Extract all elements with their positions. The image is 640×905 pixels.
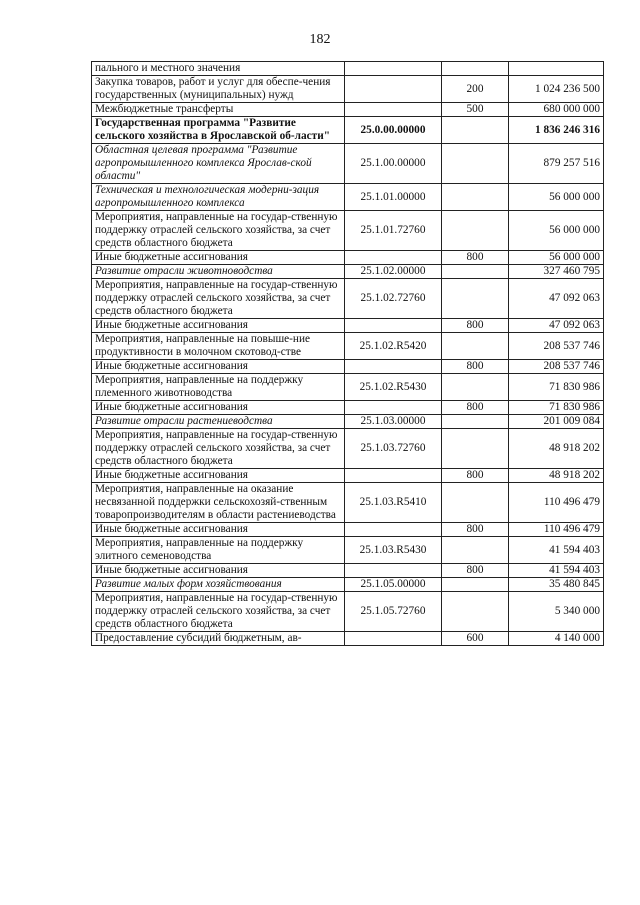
row-expense-type-cell: 500: [442, 103, 509, 117]
row-name-cell: Иные бюджетные ассигнования: [92, 523, 345, 537]
row-amount-cell: 47 092 063: [509, 279, 604, 319]
row-name-cell: Мероприятия, направленные на повыше-ние продуктивности в молочном скотовод-стве: [92, 333, 345, 360]
table-row: [92, 429, 604, 469]
row-code-cell: 25.1.03.72760: [345, 429, 442, 469]
row-code-cell: 25.1.01.00000: [345, 184, 442, 211]
row-expense-type-cell: 200: [442, 76, 509, 103]
table-row: [92, 415, 604, 429]
row-name-cell: Иные бюджетные ассигнования: [92, 360, 345, 374]
row-expense-type-cell: 800: [442, 523, 509, 537]
row-expense-type-cell: 600: [442, 632, 509, 646]
table-row: [92, 62, 604, 76]
row-expense-type-cell: 800: [442, 564, 509, 578]
row-name-cell: пального и местного значения: [92, 62, 345, 76]
table-row: [92, 184, 604, 211]
row-amount-cell: 879 257 516: [509, 144, 604, 184]
row-name-cell: Мероприятия, направленные на поддержку элитного семеноводства: [92, 537, 345, 564]
row-amount-cell: 201 009 084: [509, 415, 604, 429]
row-expense-type-cell: [442, 415, 509, 429]
row-expense-type-cell: [442, 211, 509, 251]
row-amount-cell: 208 537 746: [509, 333, 604, 360]
row-code-cell: [345, 360, 442, 374]
row-expense-type-cell: 800: [442, 360, 509, 374]
row-amount-cell: 110 496 479: [509, 483, 604, 523]
row-expense-type-cell: [442, 374, 509, 401]
row-name-cell: Мероприятия, направленные на государ-ственную поддержку отраслей сельского хозяйства, за счет средств областного бюджета: [92, 429, 345, 469]
table-row: [92, 265, 604, 279]
table-row: [92, 360, 604, 374]
table-row: [92, 632, 604, 646]
row-amount-cell: 48 918 202: [509, 429, 604, 469]
row-amount-cell: 1 024 236 500: [509, 76, 604, 103]
table-row: [92, 251, 604, 265]
row-expense-type-cell: [442, 333, 509, 360]
row-code-cell: 25.1.01.72760: [345, 211, 442, 251]
table-row: [92, 483, 604, 523]
row-expense-type-cell: 800: [442, 401, 509, 415]
table-row: [92, 103, 604, 117]
row-name-cell: Межбюджетные трансферты: [92, 103, 345, 117]
row-code-cell: [345, 523, 442, 537]
row-name-cell: Развитие отрасли животноводства: [92, 265, 345, 279]
row-amount-cell: 1 836 246 316: [509, 117, 604, 144]
row-name-cell: Мероприятия, направленные на поддержку племенного животноводства: [92, 374, 345, 401]
budget-table: [91, 61, 604, 646]
row-name-cell: Развитие малых форм хозяйствования: [92, 578, 345, 592]
row-code-cell: 25.0.00.00000: [345, 117, 442, 144]
row-name-cell: Иные бюджетные ассигнования: [92, 469, 345, 483]
row-amount-cell: 56 000 000: [509, 251, 604, 265]
row-amount-cell: 41 594 403: [509, 564, 604, 578]
row-name-cell: Мероприятия, направленные на оказание несвязанной поддержки сельскохозяй-ственным товаропроизводителям в области растениеводства: [92, 483, 345, 523]
row-amount-cell: 680 000 000: [509, 103, 604, 117]
table-row: [92, 144, 604, 184]
row-code-cell: 25.1.03.R5430: [345, 537, 442, 564]
budget-table-body: [92, 62, 604, 646]
row-expense-type-cell: [442, 279, 509, 319]
table-row: [92, 374, 604, 401]
table-row: [92, 76, 604, 103]
row-code-cell: [345, 76, 442, 103]
row-code-cell: [345, 103, 442, 117]
row-amount-cell: 35 480 845: [509, 578, 604, 592]
page-number: 182: [309, 32, 331, 47]
row-name-cell: Государственная программа "Развитие сельского хозяйства в Ярославской об-ласти": [92, 117, 345, 144]
row-expense-type-cell: [442, 578, 509, 592]
row-code-cell: 25.1.00.00000: [345, 144, 442, 184]
row-expense-type-cell: [442, 62, 509, 76]
row-expense-type-cell: [442, 144, 509, 184]
row-code-cell: 25.1.02.72760: [345, 279, 442, 319]
row-code-cell: 25.1.05.72760: [345, 592, 442, 632]
row-name-cell: Иные бюджетные ассигнования: [92, 319, 345, 333]
row-expense-type-cell: 800: [442, 469, 509, 483]
row-amount-cell: 5 340 000: [509, 592, 604, 632]
row-amount-cell: [509, 62, 604, 76]
table-row: [92, 469, 604, 483]
row-expense-type-cell: [442, 483, 509, 523]
row-amount-cell: 4 140 000: [509, 632, 604, 646]
row-code-cell: [345, 62, 442, 76]
row-name-cell: Мероприятия, направленные на государ-ственную поддержку отраслей сельского хозяйства, за счет средств областного бюджета: [92, 211, 345, 251]
row-amount-cell: 48 918 202: [509, 469, 604, 483]
table-row: [92, 211, 604, 251]
row-code-cell: 25.1.05.00000: [345, 578, 442, 592]
row-name-cell: Областная целевая программа "Развитие агропромышленного комплекса Ярослав-ской области": [92, 144, 345, 184]
row-expense-type-cell: [442, 265, 509, 279]
table-row: [92, 279, 604, 319]
row-amount-cell: 208 537 746: [509, 360, 604, 374]
table-row: [92, 564, 604, 578]
table-row: [92, 537, 604, 564]
table-row: [92, 319, 604, 333]
row-code-cell: [345, 632, 442, 646]
row-expense-type-cell: [442, 184, 509, 211]
table-row: [92, 117, 604, 144]
row-amount-cell: 71 830 986: [509, 401, 604, 415]
row-code-cell: 25.1.02.00000: [345, 265, 442, 279]
row-expense-type-cell: [442, 429, 509, 469]
row-name-cell: Мероприятия, направленные на государ-ственную поддержку отраслей сельского хозяйства, за счет средств областного бюджета: [92, 592, 345, 632]
row-amount-cell: 56 000 000: [509, 211, 604, 251]
row-expense-type-cell: 800: [442, 319, 509, 333]
row-code-cell: 25.1.03.R5410: [345, 483, 442, 523]
row-name-cell: Иные бюджетные ассигнования: [92, 564, 345, 578]
row-name-cell: Иные бюджетные ассигнования: [92, 401, 345, 415]
row-name-cell: Развитие отрасли растениеводства: [92, 415, 345, 429]
row-name-cell: Предоставление субсидий бюджетным, ав-: [92, 632, 345, 646]
table-row: [92, 592, 604, 632]
row-expense-type-cell: 800: [442, 251, 509, 265]
table-row: [92, 333, 604, 360]
row-name-cell: Иные бюджетные ассигнования: [92, 251, 345, 265]
row-name-cell: Техническая и технологическая модерни-зация агропромышленного комплекса: [92, 184, 345, 211]
row-expense-type-cell: [442, 592, 509, 632]
table-row: [92, 401, 604, 415]
row-amount-cell: 327 460 795: [509, 265, 604, 279]
row-name-cell: Закупка товаров, работ и услуг для обеспе-чения государственных (муниципальных) нужд: [92, 76, 345, 103]
row-amount-cell: 47 092 063: [509, 319, 604, 333]
row-amount-cell: 110 496 479: [509, 523, 604, 537]
row-code-cell: [345, 401, 442, 415]
row-code-cell: 25.1.03.00000: [345, 415, 442, 429]
row-expense-type-cell: [442, 117, 509, 144]
table-row: [92, 578, 604, 592]
row-name-cell: Мероприятия, направленные на государ-ственную поддержку отраслей сельского хозяйства, за счет средств областного бюджета: [92, 279, 345, 319]
row-code-cell: [345, 251, 442, 265]
row-amount-cell: 71 830 986: [509, 374, 604, 401]
row-code-cell: [345, 319, 442, 333]
row-code-cell: [345, 564, 442, 578]
row-code-cell: [345, 469, 442, 483]
row-amount-cell: 41 594 403: [509, 537, 604, 564]
row-code-cell: 25.1.02.R5430: [345, 374, 442, 401]
row-amount-cell: 56 000 000: [509, 184, 604, 211]
table-row: [92, 523, 604, 537]
row-code-cell: 25.1.02.R5420: [345, 333, 442, 360]
row-expense-type-cell: [442, 537, 509, 564]
